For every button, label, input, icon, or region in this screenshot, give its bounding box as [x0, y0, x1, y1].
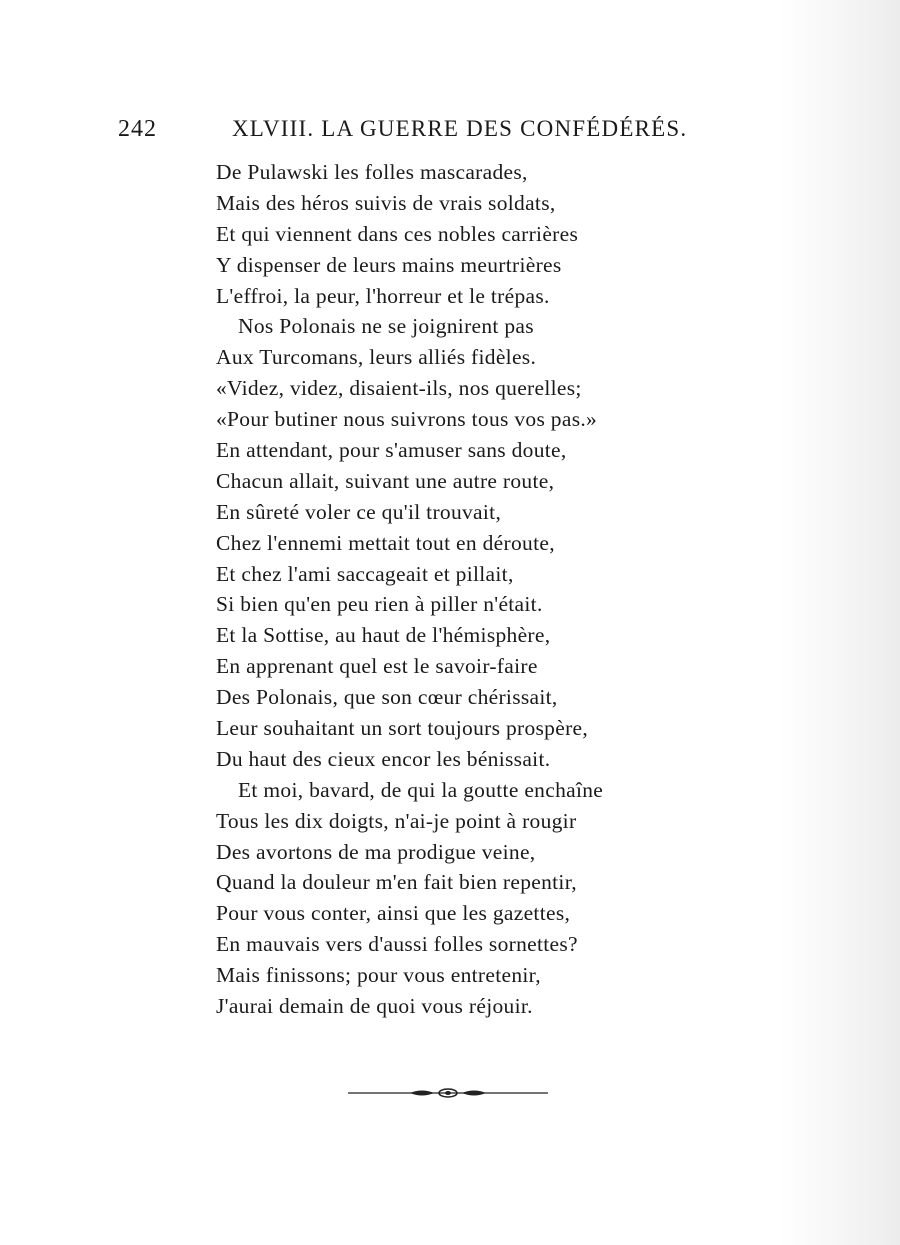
verse-line: «Pour butiner nous suivrons tous vos pas.»	[216, 407, 598, 432]
end-ornament	[348, 1086, 548, 1100]
verse-line: Et la Sottise, au haut de l'hémisphère,	[216, 623, 551, 648]
running-head	[118, 116, 688, 148]
verse-line: Leur souhaitant un sort toujours prospère,	[216, 716, 589, 741]
verse-line: Et chez l'ami saccageait et pillait,	[216, 561, 514, 586]
verse-line: En apprenant quel est le savoir-faire	[216, 654, 538, 679]
verse-line: Si bien qu'en peu rien à piller n'était.	[216, 592, 543, 617]
verse-line: Mais des héros suivis de vrais soldats,	[216, 190, 556, 215]
verse-line: Aux Turcomans, leurs alliés fidèles.	[216, 345, 537, 370]
verse-line: Pour vous conter, ainsi que les gazettes,	[216, 901, 571, 926]
verse-line: Chez l'ennemi mettait tout en déroute,	[216, 530, 555, 555]
verse-line: L'effroi, la peur, l'horreur et le trépas.	[216, 283, 550, 308]
verse-line: Quand la douleur m'en fait bien repentir,	[216, 870, 577, 895]
verse-line: J'aurai demain de quoi vous réjouir.	[216, 994, 533, 1019]
verse-line: En attendant, pour s'amuser sans doute,	[216, 438, 567, 463]
poem-text	[216, 157, 696, 1022]
verse-line: Nos Polonais ne se joignirent pas	[238, 314, 534, 339]
verse-line: Du haut des cieux encor les bénissait.	[216, 746, 551, 771]
verse-line: Mais finissons; pour vous entretenir,	[216, 963, 541, 988]
verse-line: Chacun allait, suivant une autre route,	[216, 468, 555, 493]
verse-line: Des avortons de ma prodigue veine,	[216, 839, 536, 864]
verse-line: Et qui viennent dans ces nobles carrières	[216, 221, 579, 246]
verse-line: En mauvais vers d'aussi folles sornettes?	[216, 932, 578, 957]
verse-line: Des Polonais, que son cœur chérissait,	[216, 685, 558, 710]
chapter-title: XLVIII. LA GUERRE DES CONFÉDÉRÉS.	[232, 116, 688, 141]
flourish-divider-icon	[348, 1086, 548, 1100]
verse-line: En sûreté voler ce qu'il trouvait,	[216, 499, 502, 524]
verse-line: Y dispenser de leurs mains meurtrières	[216, 252, 562, 277]
verse-line: Tous les dix doigts, n'ai-je point à rougir	[216, 808, 577, 833]
verse-line: Et moi, bavard, de qui la goutte enchaîne	[238, 777, 604, 802]
verse-line: «Videz, videz, disaient-ils, nos querelles;	[216, 376, 582, 401]
page-number: 242	[118, 116, 157, 142]
verse-line: De Pulawski les folles mascarades,	[216, 160, 528, 184]
